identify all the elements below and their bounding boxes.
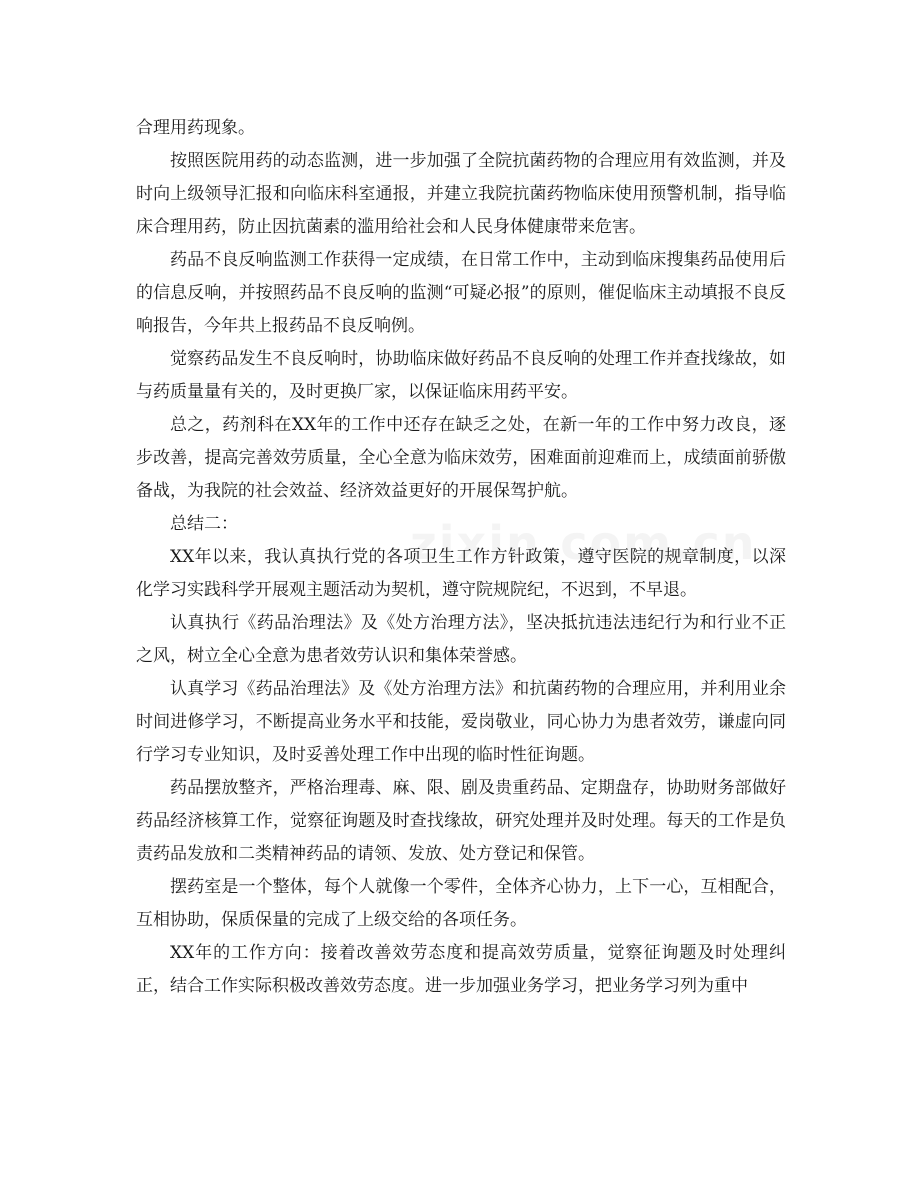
paragraph: 合理用药现象。 (136, 118, 255, 138)
paragraph: 总之，药剂科在XX年的工作中还存在缺乏之处，在新一年的工作中努力改良，逐步改善，提高完善效劳质量，全心全意为临床效劳，困难面前迎难而上，成绩面前骄傲备战，为我院的社会效益、经济效益更好的开展保驾护航。 (136, 415, 786, 501)
paragraph: XX年的工作方向：接着改善效劳态度和提高效劳质量，觉察征询题及时处理纠正，结合工作实际积极改善效劳态度。进一步加强业务学习，把业务学习列为重中 (136, 943, 786, 996)
paragraph: XX年以来，我认真执行党的各项卫生工作方针政策，遵守医院的规章制度，以深化学习实践科学开展观主题活动为契机，遵守院规院纪，不迟到，不早退。 (136, 547, 786, 600)
paragraph: 觉察药品发生不良反响时，协助临床做好药品不良反响的处理工作并查找缘故，如与药质量量有关的，及时更换厂家，以保证临床用药平安。 (136, 349, 786, 402)
paragraph: 药品摆放整齐，严格治理毒、麻、限、剧及贵重药品、定期盘存，协助财务部做好药品经济核算工作，觉察征询题及时查找缘故，研究处理并及时处理。每天的工作是负责药品发放和二类精神药品的请领、发放、处方登记和保管。 (136, 778, 786, 864)
paragraph: 认真学习《药品治理法》及《处方治理方法》和抗菌药物的合理应用，并利用业余时间进修学习，不断提高业务水平和技能，爱岗敬业，同心协力为患者效劳，谦虚向同行学习专业知识，及时妥善处理工作中出现的临时性征询题。 (136, 679, 786, 765)
document-body (136, 112, 786, 1003)
paragraph: 摆药室是一个整体，每个人就像一个零件，全体齐心协力，上下一心，互相配合，互相协助，保质保量的完成了上级交给的各项任务。 (136, 877, 786, 930)
section-heading: 总结二： (170, 514, 238, 534)
paragraph: 按照医院用药的动态监测，进一步加强了全院抗菌药物的合理应用有效监测，并及时向上级领导汇报和向临床科室通报，并建立我院抗菌药物临床使用预警机制，指导临床合理用药，防止因抗菌素的滥用给社会和人民身体健康带来危害。 (136, 151, 786, 237)
paragraph: 药品不良反响监测工作获得一定成绩，在日常工作中，主动到临床搜集药品使用后的信息反响，并按照药品不良反响的监测“可疑必报”的原则，催促临床主动填报不良反响报告，今年共上报药品不良反响例。 (136, 250, 786, 336)
paragraph: 认真执行《药品治理法》及《处方治理方法》，坚决抵抗违法违纪行为和行业不正之风，树立全心全意为患者效劳认识和集体荣誉感。 (136, 613, 786, 666)
